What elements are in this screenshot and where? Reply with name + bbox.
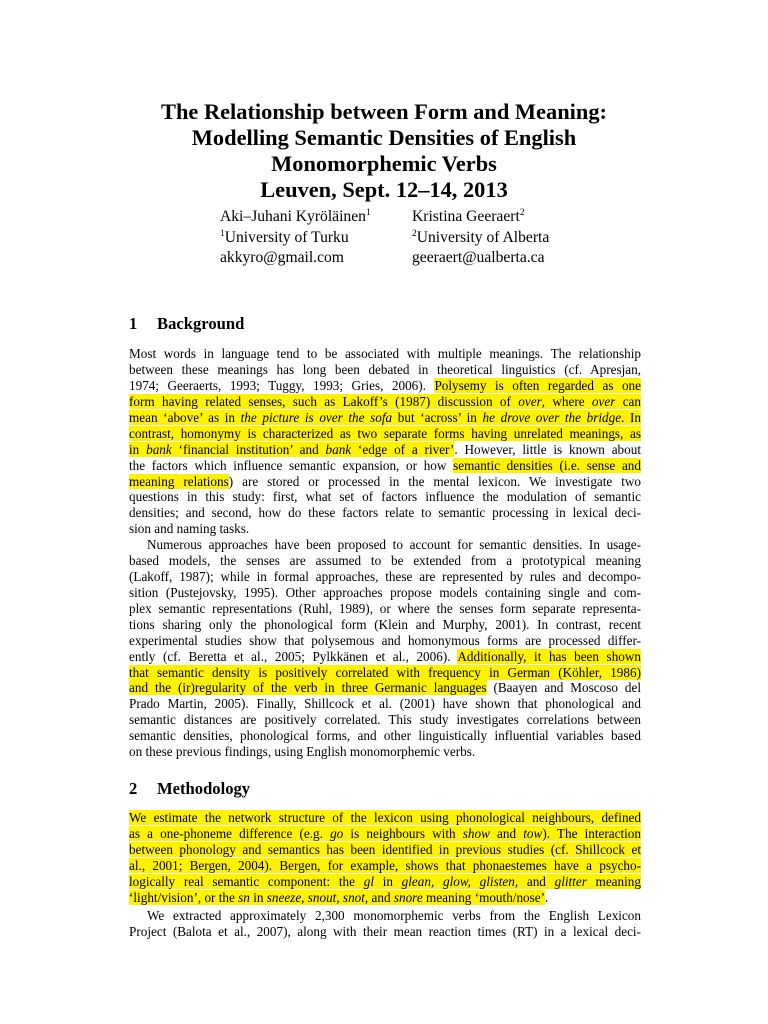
section-heading-methodology <box>129 779 250 799</box>
text-run: (Baayen and Moscoso del <box>486 680 641 696</box>
paper-title <box>60 99 708 203</box>
text-run: based models, the senses are assumed to be extended from a prototypical meaning <box>129 552 641 568</box>
text-line <box>129 712 641 728</box>
text-run: 1974; Geeraerts, 1993; Tuggy, 1993; Gries, 2006). <box>129 377 435 393</box>
highlighted-text: snore <box>393 889 423 905</box>
highlighted-text: . In <box>621 409 641 425</box>
text-line <box>129 842 641 858</box>
highlighted-text: as a one-phoneme difference (e.g. <box>129 825 331 841</box>
highlighted-text: but ‘across’ in <box>392 409 483 425</box>
text-run: the factors which influence semantic expansion, or how <box>129 457 454 473</box>
highlighted-text: glitter <box>554 873 587 889</box>
highlighted-text: bank <box>325 441 352 457</box>
title-line: Modelling Semantic Densities of English <box>191 125 577 150</box>
text-line <box>129 908 641 924</box>
highlighted-text: the picture is over the sofa <box>240 409 393 425</box>
text-line <box>129 728 641 744</box>
highlighted-text: in <box>373 873 402 889</box>
affiliation-sup: 2 <box>412 228 417 239</box>
text-line <box>129 569 641 585</box>
text-run: plex semantic representations (Ruhl, 1989), or where the senses form separate representa- <box>129 600 641 616</box>
highlighted-text: over <box>591 393 616 409</box>
text-run: Prado Martin, 2005). Finally, Shillcock et al. (2001) have shown that phonological and <box>129 696 641 712</box>
text-run: densities; and second, how do these factors relate to semantic processing in lexical deci- <box>129 505 641 521</box>
highlighted-text: between phonology and semantics has been identified in previous studies (cf. Shillcock et <box>129 841 641 857</box>
highlighted-text: form having related senses, such as Lakoff’s (1987) discussion of <box>129 393 519 409</box>
text-line <box>129 394 641 410</box>
highlighted-text: and <box>368 889 394 905</box>
author-email: geeraert@ualberta.ca <box>412 249 545 266</box>
highlighted-text: meaning relations <box>129 473 229 489</box>
text-run: experimental studies show that polysemous and homonymous forms are processed differ- <box>129 632 641 648</box>
text-line <box>129 810 641 826</box>
highlighted-text: over <box>518 393 542 409</box>
methodology-paragraph-2 <box>129 908 641 940</box>
highlighted-text: in <box>249 889 267 905</box>
section-number: 2 <box>129 779 138 798</box>
highlighted-text: ‘light/vision’, or the <box>129 889 239 905</box>
text-run: between these meanings has long been debated in theoretical linguistics (cf. Apresjan, <box>129 361 641 377</box>
author-affiliation: University of Turku <box>224 228 349 246</box>
highlighted-text: and the (ir)regularity of the verb in three Germanic languages <box>129 680 487 696</box>
highlighted-text: ‘financial institution’ and <box>171 441 326 457</box>
text-line <box>129 553 641 569</box>
highlighted-text: and <box>518 873 555 889</box>
text-run: ently (cf. Beretta et al., 2005; Pylkkänen et al., 2006). <box>129 648 458 664</box>
text-line <box>129 665 641 681</box>
highlighted-text: ). The interaction <box>542 825 641 841</box>
affiliation-sup: 1 <box>220 228 225 239</box>
highlighted-text: he drove over the bridge <box>482 409 622 425</box>
section-number: 1 <box>129 314 138 333</box>
text-line <box>129 505 641 521</box>
highlighted-text: is neighbours with <box>343 825 463 841</box>
background-paragraph-1 <box>129 346 641 537</box>
section-title: Background <box>157 314 245 333</box>
highlighted-text: go <box>330 825 344 841</box>
text-line <box>129 585 641 601</box>
title-line: Monomorphemic Verbs <box>271 151 497 176</box>
highlighted-text: in <box>129 441 147 457</box>
text-run: on these previous findings, using English monomorphemic verbs. <box>129 744 476 760</box>
highlighted-text: mean ‘above’ as in <box>129 409 241 425</box>
text-run: . However, little is known about <box>454 441 641 457</box>
author-name: Aki–Juhani Kyröläinen <box>220 208 366 225</box>
author-sup: 2 <box>519 208 525 218</box>
highlighted-text: semantic densities (i.e. sense and <box>453 457 641 473</box>
highlighted-text: , where <box>541 393 592 409</box>
text-line <box>129 924 641 940</box>
highlighted-text: bank <box>146 441 172 457</box>
author-2 <box>412 207 549 269</box>
author-affiliation: University of Alberta <box>416 228 550 246</box>
text-run: Most words in language tend to be associated with multiple meanings. The relationship <box>129 346 641 361</box>
highlighted-text: gl <box>363 873 374 889</box>
text-line <box>129 858 641 874</box>
text-run: semantic distances are positively correlated. This study investigates correlations between <box>129 712 641 728</box>
highlighted-text: can <box>615 393 641 409</box>
background-paragraph-2 <box>129 537 641 760</box>
text-line <box>129 649 641 665</box>
highlighted-text: sn <box>238 889 250 905</box>
text-line <box>129 633 641 649</box>
text-line <box>129 696 641 712</box>
highlighted-text: that semantic density is positively correlated with frequency in German (Köhler, 1986) <box>129 664 641 680</box>
title-line: The Relationship between Form and Meaning: <box>161 99 607 124</box>
text-line <box>129 617 641 633</box>
highlighted-text: contrast, homonymy is characterized as two separate forms having unrelated meanings, as <box>129 425 641 441</box>
highlighted-text: logically real semantic component: the <box>129 873 364 889</box>
highlighted-text: and <box>489 825 524 841</box>
text-run: . <box>545 889 549 905</box>
text-line <box>129 489 641 505</box>
text-line <box>129 362 641 378</box>
text-run: Project (Balota et al., 2007), along with their mean reaction times (RT) in a lexical deci- <box>129 923 641 939</box>
text-line <box>129 521 641 537</box>
text-line <box>129 874 641 890</box>
text-line <box>129 537 641 553</box>
text-run: Numerous approaches have been proposed to account for semantic densities. In usage- <box>147 537 641 552</box>
text-line <box>129 346 641 362</box>
section-title: Methodology <box>157 779 251 798</box>
text-line <box>129 458 641 474</box>
highlighted-text: al., 2001; Bergen, 2004). Bergen, for example, shows that phonaestemes have a psycho- <box>129 857 641 873</box>
text-line <box>129 426 641 442</box>
text-run: tions sharing only the phonological form (Klein and Murphy, 2001). In contrast, recent <box>129 616 641 632</box>
text-run: questions in this study: first, what set of factors influence the modulation of semantic <box>129 489 641 505</box>
section-heading-background <box>129 314 244 334</box>
methodology-paragraph-1 <box>129 810 641 906</box>
author-email: akkyro@gmail.com <box>220 249 344 266</box>
text-line <box>129 601 641 617</box>
text-run: We extracted approximately 2,300 monomorphemic verbs from the English Lexicon <box>147 908 641 923</box>
text-line <box>129 410 641 426</box>
text-line <box>129 442 641 458</box>
highlighted-text: We estimate the network structure of the lexicon using phonological neighbours, defined <box>129 810 641 825</box>
text-line <box>129 680 641 696</box>
text-line <box>129 826 641 842</box>
highlighted-text: tow <box>523 825 543 841</box>
text-run: semantic densities, phonological forms, and other linguistically influential variables based <box>129 728 641 744</box>
highlighted-text: meaning <box>586 873 641 889</box>
text-line <box>129 890 641 906</box>
author-sup: 1 <box>365 208 371 218</box>
text-line <box>129 474 641 490</box>
highlighted-text: Polysemy is often regarded as one <box>434 377 641 393</box>
author-name: Kristina Geeraert <box>412 208 520 225</box>
text-run: sition (Pustejovsky, 1995). Other approaches propose models containing single and com- <box>129 584 641 600</box>
title-line: Leuven, Sept. 12–14, 2013 <box>260 177 508 202</box>
author-1 <box>220 207 371 269</box>
highlighted-text: sneeze, snout, snot, <box>266 889 369 905</box>
text-line <box>129 378 641 394</box>
highlighted-text: Additionally, it has been shown <box>457 648 641 664</box>
text-line <box>129 744 641 760</box>
text-run: ) are stored or processed in the mental lexicon. We investigate two <box>228 473 642 489</box>
highlighted-text: meaning ‘mouth/nose’ <box>422 889 546 905</box>
text-run: (Lakoff, 1987); while in formal approaches, these are represented by rules and decompo- <box>129 568 641 584</box>
text-run: sion and naming tasks. <box>129 521 250 537</box>
highlighted-text: glean, glow, glisten, <box>401 873 519 889</box>
highlighted-text: show <box>462 825 490 841</box>
highlighted-text: ‘edge of a river’ <box>351 441 455 457</box>
